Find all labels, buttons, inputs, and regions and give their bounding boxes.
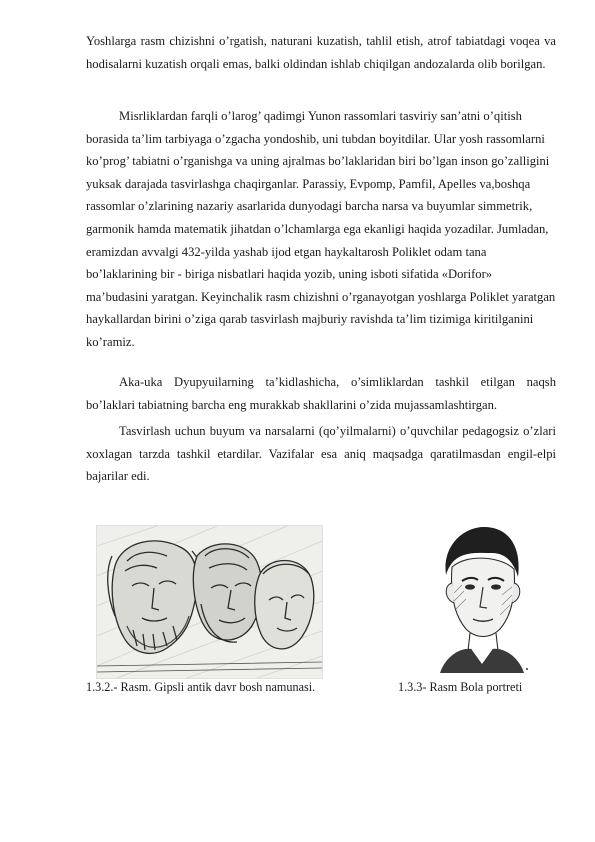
paragraph-2: Misrliklardan farqli o’larog’ qadimgi Yunon rassomlari tasviriy san’atni o’qitish borasida ta’lim tarbiyaga o’zgacha yondoshib, uni tubdan boyitdilar. Ular yosh rassomlarni ko’prog’ tabiatni o’rganishga va uning ajralmas bo’laklaridan biri bo’lgan inson go’zalligini yuksak darajada tasvirlashga chaqirganlar. Parassiy, Evpomp, Pamfil, Apelles va,boshqa rassomlar o’zlarining nazariy asarlarida dunyodagi barcha narsa va buyumlar simmetrik, garmonik hamda matematik jihatdan o’lchamlarga ega ekanligi haqida yozadilar. Jumladan, eramizdan avvalgi 432-yilda yashab ijod etgan haykaltarosh Poliklet odam tana bo’laklarining bir - biriga nisbatlari haqida yozib, uning isboti sifatida «Dorifor» ma’budasini yaratgan. Keyinchalik rasm chizishni o’rganayotgan yoshlarga Poliklet yaratgan haykallardan birini o’ziga qarab tasvirlash majburiy ravishda ta’lim tizimiga kiritilganini ko’ramiz.: [86, 109, 556, 349]
boy-portrait-image: [432, 523, 530, 673]
paragraph-1: Yoshlarga rasm chizishni o’rgatish, naturani kuzatish, tahlil etish, atrof tabiatdagi voqea va hodisalarni kuzatish orqali emas, balki oldindan ishlab chiqilgan andozalarda olib borilgan.: [86, 34, 556, 71]
plaster-heads-image: [96, 525, 323, 679]
paragraph-3: Aka-uka Dyupyuilarning ta’kidlashicha, o’simliklardan tashkil etilgan naqsh bo’laklari tabiatning barcha eng murakkab shakllarini o’zida mujassamlashtirgan.: [86, 375, 556, 412]
document-page: [86, 0, 556, 842]
figure-caption-1: 1.3.2.- Rasm. Gipsli antik davr bosh namunasi.: [86, 680, 316, 694]
paragraph-4: Tasvirlash uchun buyum va narsalarni (qo’yilmalarni) o’quvchilar pedagogsiz o’zlari xoxlagan tarzda tashkil etardilar. Vazifalar esa aniq maqsadga qaratilmasdan engil-elpi bajarilar edi.: [86, 424, 556, 484]
figure-caption-2: 1.3.3- Rasm Bola portreti: [398, 680, 523, 694]
